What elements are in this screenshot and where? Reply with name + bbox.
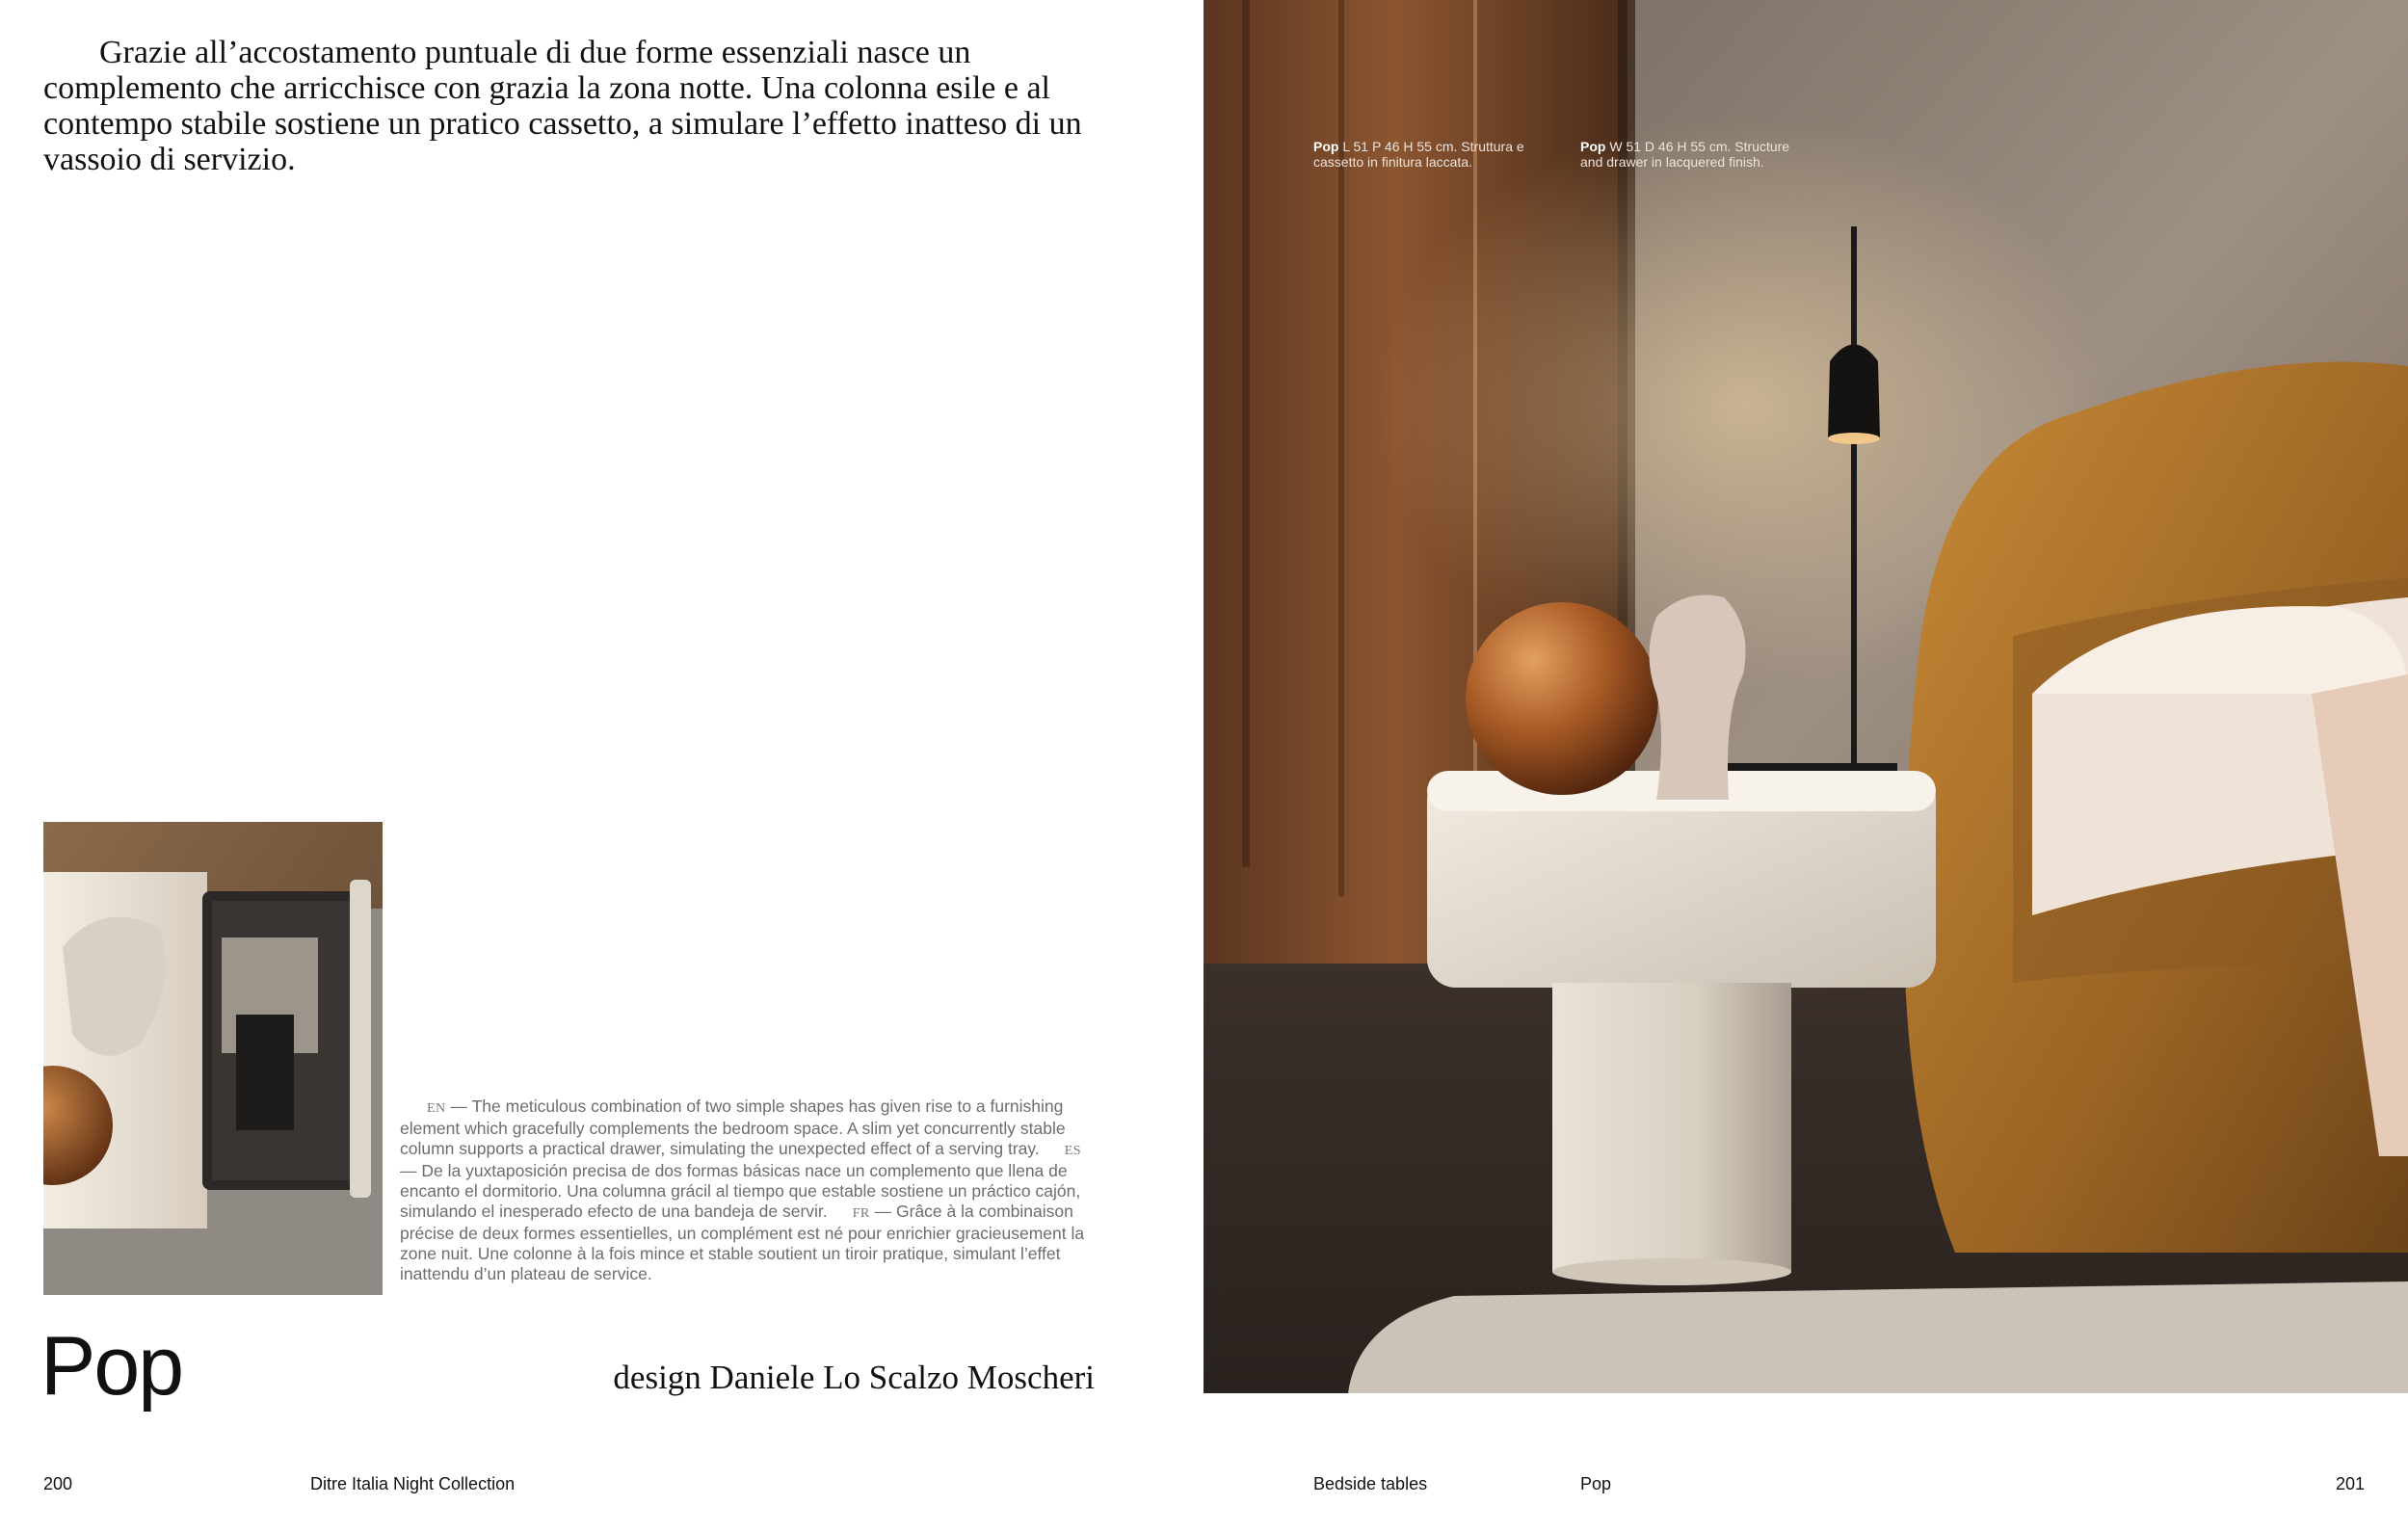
intro-paragraph: [43, 35, 1103, 177]
footer-collection: Ditre Italia Night Collection: [310, 1474, 516, 1493]
translation-en: — The meticulous combination of two simple shapes has given rise to a furnishing element which gracefully complements the bedroom space. A slim yet concurrently stable column supports a practical drawer, simulating the unexpected effect of a serving tray.: [400, 1096, 1066, 1158]
detail-photo-image: [43, 822, 383, 1295]
designer-credit: design Daniele Lo Scalzo Moscheri: [613, 1359, 1095, 1396]
caption-it: [1313, 139, 1524, 170]
caption-en-line1: Pop W 51 D 46 H 55 cm. Structure: [1580, 139, 1790, 154]
page-number-right: 201: [2335, 1474, 2365, 1493]
lang-label-fr: FR: [852, 1206, 870, 1221]
caption-en: [1580, 139, 1789, 170]
caption-it-line2: cassetto in finitura laccata.: [1313, 154, 1472, 170]
caption-en-line2: and drawer in lacquered finish.: [1580, 154, 1764, 170]
caption-en-name: Pop: [1580, 139, 1606, 154]
caption-it-name: Pop: [1313, 139, 1339, 154]
lang-label-es: ES: [1064, 1144, 1082, 1158]
hero-photo: [1204, 0, 2408, 1393]
lang-label-en: EN: [427, 1101, 446, 1116]
translations-block: [400, 1096, 1098, 1284]
product-title: Pop: [40, 1320, 183, 1413]
page-number-left: 200: [43, 1474, 73, 1493]
translation-es: — De la yuxtaposición precisa de dos formas básicas nace un complemento que llena de encanto el dormitorio. Una columna grácil al tiempo que estable sostiene un práctico cajón, simulando el inesperado efecto de una bandeja de servir.: [400, 1161, 1081, 1221]
footer-category: Bedside tables: [1313, 1474, 1428, 1493]
detail-photo: [43, 822, 383, 1295]
translation-fr: — Grâce à la combinaison précise de deux formes essentielles, un complément est né pour enrichier gracieusement la zone nuit. Une colonne à la fois mince et stable soutient un tiroir pratique, simulant l’effet inattendu d’un plateau de service.: [400, 1202, 1085, 1283]
hero-photo-image: [1204, 0, 2408, 1393]
caption-it-line1: Pop L 51 P 46 H 55 cm. Struttura e: [1313, 139, 1524, 154]
footer-product: Pop: [1580, 1474, 1612, 1493]
intro-text: Grazie all’accostamento puntuale di due forme essenziali nasce un complemento che arricchisce con grazia la zona notte. Una colonna esile e al contempo stabile sostiene un pratico cassetto, a simulare l’effetto inatteso di un vassoio di servizio.: [43, 35, 1082, 177]
